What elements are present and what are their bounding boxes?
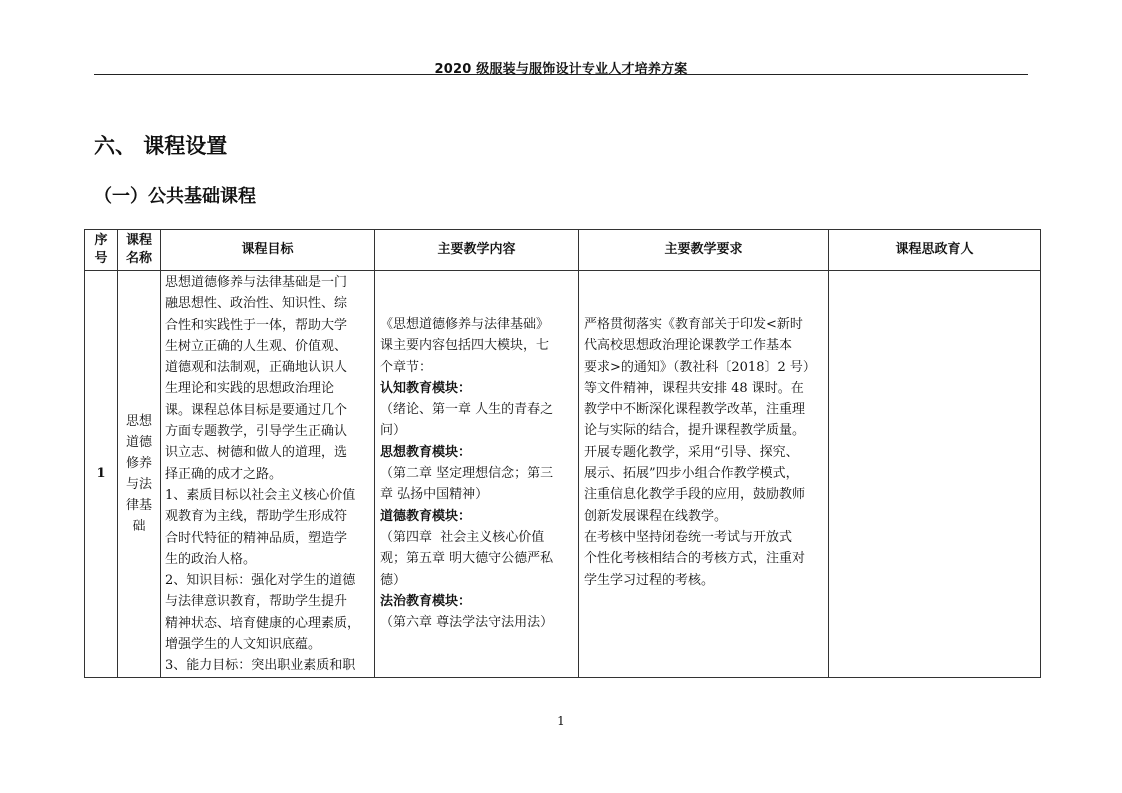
text-line: 精神状态、培育健康的心理素质， — [165, 615, 361, 631]
teaching-content-cell — [375, 271, 579, 678]
teaching-requirement-text — [579, 271, 828, 591]
text-line: （第六章 尊法学法守法用法） — [380, 615, 554, 631]
text-line: 3、能力目标：突出职业素质和职 — [165, 658, 356, 674]
text-line: 1、素质目标以社会主义核心价值 — [165, 487, 356, 503]
text-line: 方面专题教学，引导学生正确认 — [165, 424, 348, 440]
text-line: 思想道德修养与法律基础是一门 — [165, 275, 348, 290]
text-line: 观；第五章 明大德守公德严私 — [380, 551, 554, 567]
text-line: 严格贯彻落实《教育部关于印发<新时 — [584, 317, 803, 332]
header-ideology: 课程思政育人 — [829, 230, 1041, 271]
text-line: 课主要内容包括四大模块，七 — [380, 338, 550, 354]
text-line: 与法律意识教育，帮助学生提升 — [165, 594, 348, 610]
header-divider — [94, 74, 1028, 75]
header-goal: 课程目标 — [161, 230, 375, 271]
header-no: 序号 — [85, 230, 118, 271]
header-content: 主要教学内容 — [375, 230, 579, 271]
row-number: 1 — [85, 271, 118, 678]
text-line: 教学中不断深化课程教学改革，注重理 — [584, 402, 806, 418]
text-line: 展示、拓展”四步小组合作教学模式， — [584, 466, 799, 482]
module-title: 认知教育模块： — [380, 380, 472, 396]
text-line: 道德观和法制观，正确地认识人 — [165, 360, 348, 376]
text-line: 择正确的成才之路。 — [165, 466, 283, 482]
text-line: 个章节： — [380, 359, 433, 375]
text-line: 问） — [380, 423, 407, 439]
subsection-title: （一）公共基础课程 — [94, 186, 256, 207]
text-line: 要求>的通知》（教社科〔2018〕2 号） — [584, 359, 816, 375]
text-line: 合时代特征的精神品质，塑造学 — [165, 530, 348, 546]
teaching-content-text — [375, 271, 578, 633]
text-line: 2、知识目标：强化对学生的道德 — [165, 573, 356, 589]
table-header-row — [85, 230, 1041, 271]
text-line: 融思想性、政治性、知识性、综 — [165, 296, 348, 312]
course-name-cell — [118, 271, 161, 678]
course-goal-text — [161, 271, 374, 677]
text-line: 章 弘扬中国精神） — [380, 487, 489, 503]
text-line: 在考核中坚持闭卷统一考试与开放式 — [584, 529, 793, 545]
text-line: 个性化考核相结合的考核方式，注重对 — [584, 551, 806, 567]
text-line: 观教育为主线，帮助学生形成符 — [165, 509, 348, 525]
text-line: 识立志、树德和做人的道理，选 — [165, 445, 348, 461]
header-requirement: 主要教学要求 — [579, 230, 829, 271]
document-header-title: 2020 级服装与服饰设计专业人才培养方案 — [434, 62, 688, 77]
ideology-cell — [829, 271, 1041, 678]
text-line: 增强学生的人文知识底蕴。 — [165, 637, 322, 653]
module-title: 道德教育模块： — [380, 508, 472, 524]
text-line: 《思想道德修养与法律基础》 — [380, 317, 550, 332]
text-line: 德） — [380, 572, 407, 588]
course-name: 思想道德修养与法律基础 — [125, 413, 152, 534]
text-line: 开展专题化教学，采用“引导、探究、 — [584, 444, 799, 460]
text-line: 代高校思想政治理论课教学工作基本 — [584, 338, 793, 354]
text-line: 论与实际的结合，提升课程教学质量。 — [584, 423, 806, 439]
text-line: 合性和实践性于一体，帮助大学 — [165, 317, 348, 333]
text-line: 课。课程总体目标是要通过几个 — [165, 402, 348, 418]
table-row — [85, 271, 1041, 678]
text-line: 注重信息化教学手段的应用，鼓励教师 — [584, 487, 806, 503]
page-number: 1 — [557, 714, 565, 728]
section-title: 六、 课程设置 — [94, 134, 228, 158]
text-line: 等文件精神，课程共安排 48 课时。在 — [584, 380, 804, 396]
text-line: 生树立正确的人生观、价值观、 — [165, 338, 348, 354]
text-line: （第四章 社会主义核心价值 — [380, 529, 545, 545]
course-goal-cell — [161, 271, 375, 678]
text-line: 生理论和实践的思想政治理论 — [165, 381, 335, 397]
text-line: （绪论、第一章 人生的青春之 — [380, 402, 554, 418]
module-title: 思想教育模块： — [380, 444, 472, 460]
text-line: 创新发展课程在线教学。 — [584, 508, 728, 524]
teaching-requirement-cell — [579, 271, 829, 678]
header-name: 课程名称 — [118, 230, 161, 271]
text-line: （第二章 坚定理想信念；第三 — [380, 466, 554, 482]
module-title: 法治教育模块： — [380, 593, 472, 609]
text-line: 学生学习过程的考核。 — [584, 572, 715, 588]
course-table — [84, 229, 1041, 678]
text-line: 生的政治人格。 — [165, 551, 257, 567]
